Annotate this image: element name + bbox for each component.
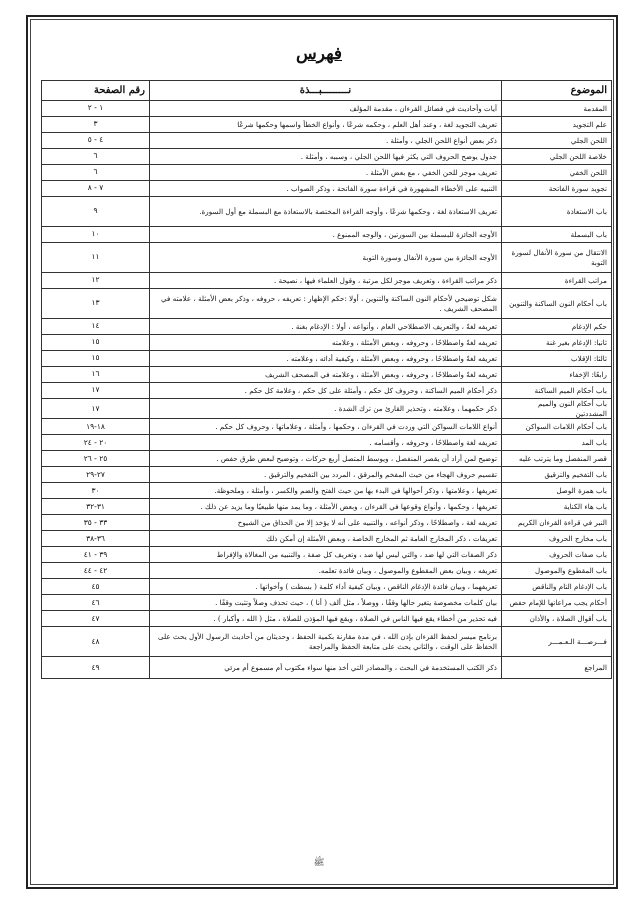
table-row — [42, 611, 612, 627]
topic-cell: باب الاستعاذة — [502, 197, 612, 227]
page-number-cell: ١٦ — [42, 367, 150, 383]
topic-cell: اللحن الجلي — [502, 133, 612, 149]
page-number-cell: ١٠ — [42, 227, 150, 243]
table-row — [42, 367, 612, 383]
page-number-cell: ٦ — [42, 165, 150, 181]
table-row — [42, 579, 612, 595]
description-cell: ذكر الكتب المستخدمة في البحث ، والمصادر التي أخذ منها سواء مكتوب أم مسموع أم مرئي — [150, 657, 502, 679]
description-cell: تعريفه لغةً ، والتعريف الاصطلاحي العام ، وأنواعه ، أولا : الإدغام بغنة . — [150, 319, 502, 335]
page-number-cell: ٤٩ — [42, 657, 150, 679]
table-row — [42, 563, 612, 579]
description-cell: تعريفه لغةً واصطلاحًا ، وحروفه ، وبعض الأمثلة ، وكيفية أدائه ، وعلامته . — [150, 351, 502, 367]
page-number-cell: ٣٠ — [42, 483, 150, 499]
page-number-cell: ١٥ — [42, 335, 150, 351]
page-number-cell: ١٨-١٩ — [42, 419, 150, 435]
description-cell: تعريفه لغةً واصطلاحًا ، وحروفه ، وبعض الأمثلة ، وعلامته — [150, 335, 502, 351]
table-row — [42, 435, 612, 451]
description-cell: توضيح لمن أراد أن يقصر المنفصل ، ويوسط المتصل أربع حركات ، وتوضيح لبعض طرق حفص . — [150, 451, 502, 467]
page-number-cell: ١٢ — [42, 273, 150, 289]
page-number-cell: ٤٢ - ٤٤ — [42, 563, 150, 579]
topic-cell: النبر في قراءة القرءان الكريم — [502, 515, 612, 531]
page-number-cell: ٣ — [42, 117, 150, 133]
topic-cell: باب أحكام اللامات السواكن — [502, 419, 612, 435]
page-number-cell: ٣٩ - ٤١ — [42, 547, 150, 563]
page-number-cell: ٢٧-٢٩ — [42, 467, 150, 483]
page-number-cell: ٣٣ - ٣٥ — [42, 515, 150, 531]
page-number-cell: ٤٥ — [42, 579, 150, 595]
topic-cell: باب المقطوع والموصول — [502, 563, 612, 579]
table-row — [42, 351, 612, 367]
description-cell: تعريف موجز للحن الخفي ، مع بعض الأمثلة . — [150, 165, 502, 181]
description-cell: تعريفها ، وحكمها ، وأنواع وقوعها في القرءان ، وبعض الأمثلة ، وما يمد منها طبيعيًا وما يزيد عن ذلك . — [150, 499, 502, 515]
table-row — [42, 399, 612, 419]
description-cell: ذكر بعض أنواع اللحن الجلي ، وأمثلة . — [150, 133, 502, 149]
description-cell: تعريفهما ، وبيان فائدة الإدغام الناقص ، وبيان كيفية أداء كلمة ( بسطت ) وأخواتها . — [150, 579, 502, 595]
topic-cell: أحكام يجب مراعاتها للإمام حفص — [502, 595, 612, 611]
page-number-cell: ٣١-٣٢ — [42, 499, 150, 515]
table-row — [42, 383, 612, 399]
table-row — [42, 627, 612, 657]
topic-cell: باب التفخيم والترقيق — [502, 467, 612, 483]
description-cell: فيه تحذير من أخطاء يقع فيها الناس في الصلاة ، ويقع فيها المؤذن للصلاة ، مثل ( الله ، وأكبار ) . — [150, 611, 502, 627]
page-number-cell: ٢٠ - ٢٤ — [42, 435, 150, 451]
page-number-cell: ٦ — [42, 149, 150, 165]
topic-cell: باب أحكام النون والميم المشددتين — [502, 399, 612, 419]
topic-cell: باب صفات الحروف — [502, 547, 612, 563]
description-cell: الأوجه الجائزة بين سورة الأنفال وسورة التوبة — [150, 243, 502, 273]
footer-seal: ﷺ — [313, 858, 325, 868]
page-number-cell: ٤٧ — [42, 611, 150, 627]
topic-cell: ثانيا: الإدغام بغير غنة — [502, 335, 612, 351]
table-row — [42, 227, 612, 243]
page-number-cell: ١٤ — [42, 319, 150, 335]
page-title: فهرس — [295, 44, 343, 64]
topic-cell: باب همزة الوصل — [502, 483, 612, 499]
topic-cell: باب البسملة — [502, 227, 612, 243]
topic-cell: الانتقال من سورة الأنفال لسورة التوبة — [502, 243, 612, 273]
description-cell: تعريفها ، وعلامتها ، وذكر أحوالها في البدء بها من حيث الفتح والضم والكسر ، وأمثلة ، وملحوظة. — [150, 483, 502, 499]
topic-cell: رابعًا: الإخفاء — [502, 367, 612, 383]
description-cell: تعريفه لغة واصطلاحًا ، وحروفه ، وأقسامه . — [150, 435, 502, 451]
description-cell: ذكر الصفات التي لها ضد ، والتي ليس لها ضد ، وتعريف كل صفة ، والتنبيه من المغالاة والإفراط — [150, 547, 502, 563]
table-row — [42, 335, 612, 351]
topic-cell: ثالثا: الإقلاب — [502, 351, 612, 367]
table-row — [42, 451, 612, 467]
topic-cell: باب مخارج الحروف — [502, 531, 612, 547]
topic-cell: باب المد — [502, 435, 612, 451]
topic-cell: باب الإدغام التام والناقص — [502, 579, 612, 595]
description-cell: ذكر مراتب القراءة ، وتعريف موجز لكل مرتبة ، وقول العلماء فيها ، نصيحة . — [150, 273, 502, 289]
description-cell: بيان كلمات مخصوصة يتغير حالها وقفًا ، ووصلاً ، مثل ألف ( أنا ) ، حيث تحذف وصلاً وتثبت وقفًا . — [150, 595, 502, 611]
page-number-cell: ١٧ — [42, 399, 150, 419]
table-row — [42, 547, 612, 563]
description-cell: الأوجه الجائزة للبسملة بين السورتين ، والوجه الممنوع . — [150, 227, 502, 243]
page-number-cell: ٤٦ — [42, 595, 150, 611]
topic-cell: قصر المنفصل وما يترتب عليه — [502, 451, 612, 467]
description-cell: تقسيم حروف الهجاء من حيث المفخم والمرقق ، المردد بين التفخيم والترقيق . — [150, 467, 502, 483]
table-row — [42, 273, 612, 289]
table-row — [42, 467, 612, 483]
page-number-cell: ٤ - ٥ — [42, 133, 150, 149]
header-page-number: رقم الصفحة — [42, 81, 150, 101]
topic-cell: باب أقوال الصلاة ، والأذان — [502, 611, 612, 627]
table-row — [42, 657, 612, 679]
description-cell: تعريف الاستعاذة لغة ، وحكمها شرعًا ، وأوجه القراءة المختصة بالاستعاذة مع البسملة مع أول السورة. — [150, 197, 502, 227]
page-number-cell: ٧ - ٨ — [42, 181, 150, 197]
page-number-cell: ٤٨ — [42, 627, 150, 657]
table-row — [42, 149, 612, 165]
topic-cell: باب أحكام الميم الساكنة — [502, 383, 612, 399]
table-row — [42, 595, 612, 611]
contents-table — [41, 80, 612, 679]
table-row — [42, 419, 612, 435]
page-number-cell: ١١ — [42, 243, 150, 273]
header-topic: الموضوع — [502, 81, 612, 101]
table-row — [42, 483, 612, 499]
table-row — [42, 133, 612, 149]
table-row — [42, 165, 612, 181]
table-row — [42, 515, 612, 531]
table-row — [42, 531, 612, 547]
page-number-cell: ٣٦-٣٨ — [42, 531, 150, 547]
topic-cell: باب أحكام النون الساكنة والتنوين — [502, 289, 612, 319]
description-cell: تعريفه لغةً واصطلاحًا ، وحروفه ، وبعض الأمثلة ، وعلامته في المصحف الشريف — [150, 367, 502, 383]
topic-cell: باب هاء الكناية — [502, 499, 612, 515]
page-number-cell: ٩ — [42, 197, 150, 227]
topic-cell: خلاصة اللحن الجلي — [502, 149, 612, 165]
table-body — [42, 101, 612, 679]
header-description: نـــــــــبـــذة — [150, 81, 502, 101]
description-cell: شكل توضيحي لأحكام النون الساكنة والتنوين ، أولا :حكم الإظهار : تعريفه ، حروفه ، وذكر بعض الأمثلة ، علامته في المصحف الشريف . — [150, 289, 502, 319]
topic-cell: حكم الإدغام — [502, 319, 612, 335]
table-row — [42, 243, 612, 273]
topic-cell: مراتب القراءة — [502, 273, 612, 289]
topic-cell: المقدمة — [502, 101, 612, 117]
table-row — [42, 499, 612, 515]
description-cell: تعريفات ، ذكر المخارج العامة ثم المخارج الخاصة ، وبعض الأمثلة إن أمكن ذلك — [150, 531, 502, 547]
description-cell: ذكر حكمهما ، وعلامته ، وتحذير القارئ من ترك الشدة . — [150, 399, 502, 419]
description-cell: آيات وأحاديث في فضائل القرءان ، مقدمة المؤلف — [150, 101, 502, 117]
description-cell: ذكر أحكام الميم الساكنة ، وحروف كل حكم ، وأمثلة على كل حكم ، وعلامة كل حكم . — [150, 383, 502, 399]
page-number-cell: ١٣ — [42, 289, 150, 319]
description-cell: برنامج ميسر لحفظ القرءان بإذن الله ، في مدة مقارنة بكمية الحفظ ، وحديثان من أحاديث الرسول الأول يحث على الحفاظ على الوقت ، والثاني يحث على متابعة الحفظ والمراجعة — [150, 627, 502, 657]
page-number-cell: ١ - ٢ — [42, 101, 150, 117]
page-number-cell: ٢٥ - ٢٦ — [42, 451, 150, 467]
topic-cell: المراجع — [502, 657, 612, 679]
table-row — [42, 319, 612, 335]
page-number-cell: ١٥ — [42, 351, 150, 367]
table-header-row — [42, 81, 612, 101]
topic-cell: فـــرصـــة الـعـمـــر — [502, 627, 612, 657]
table-row — [42, 197, 612, 227]
table-row — [42, 181, 612, 197]
description-cell: التنبيه على الأخطاء المشهورة في قراءة سورة الفاتحة ، وذكر الصواب . — [150, 181, 502, 197]
description-cell: أنواع اللامات السواكن التي وردت في القرءان ، وحكمها ، وأمثلة ، وعلاماتها ، وحروف كل حكم . — [150, 419, 502, 435]
page-number-cell: ١٧ — [42, 383, 150, 399]
table-row — [42, 117, 612, 133]
table-row — [42, 101, 612, 117]
topic-cell: اللحن الخفي — [502, 165, 612, 181]
description-cell: جدول يوضح الحروف التي يكثر فيها اللحن الجلي ، وسببه ، وأمثلة . — [150, 149, 502, 165]
description-cell: تعريف التجويد لغة ، وعند أهل العلم ، وحكمه شرعًا ، وأنواع الخطأ واسمها وحكمها شرعًا — [150, 117, 502, 133]
description-cell: تعريفه ، وبيان بعض المقطوع والموصول ، وبيان فائدة تعلمه. — [150, 563, 502, 579]
topic-cell: تجويد سورة الفاتحة — [502, 181, 612, 197]
table-row — [42, 289, 612, 319]
topic-cell: علم التجويد — [502, 117, 612, 133]
description-cell: تعريفه لغة ، واصطلاحًا ، وذكر أنواعه ، والتنبيه على أنه لا يؤخذ إلا من الحذاق من الشيوخ — [150, 515, 502, 531]
